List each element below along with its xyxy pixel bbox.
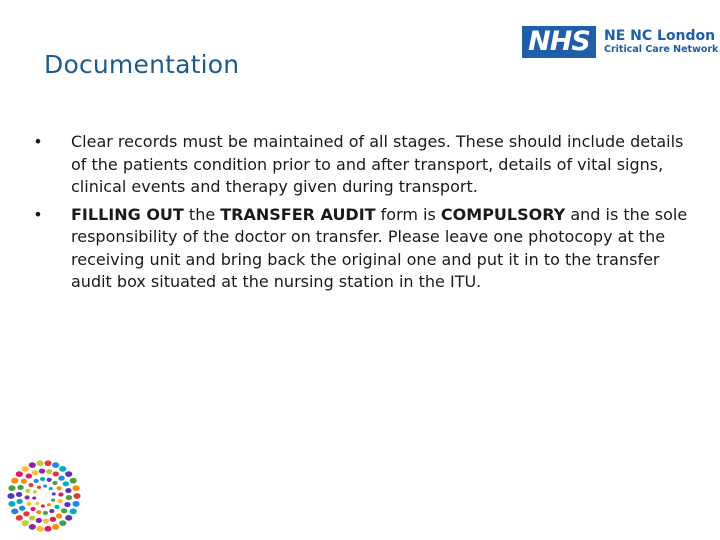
ring-dot bbox=[16, 471, 23, 477]
ring-dot bbox=[26, 474, 32, 479]
bullet-item-transfer-audit bbox=[30, 204, 690, 294]
ring-dot bbox=[58, 476, 64, 481]
ring-dot bbox=[22, 520, 29, 526]
ring-dot bbox=[51, 498, 55, 501]
bullet-text-segment: FILLING OUT bbox=[71, 204, 184, 224]
ring-dot bbox=[16, 492, 22, 497]
ring-dot bbox=[47, 478, 52, 482]
bullet-text-segment: COMPULSORY bbox=[440, 204, 566, 224]
ring-dot bbox=[29, 515, 35, 520]
ring-dot bbox=[26, 502, 31, 506]
ring-dot bbox=[49, 487, 53, 490]
ring-dot bbox=[36, 526, 43, 532]
ring-dot bbox=[61, 508, 67, 513]
ring-dot bbox=[65, 471, 72, 477]
ring-dot bbox=[11, 478, 18, 484]
ring-dot bbox=[29, 462, 36, 468]
ring-dot bbox=[46, 469, 52, 474]
ring-dot bbox=[64, 502, 70, 507]
ring-dot bbox=[59, 466, 66, 472]
ring-dot bbox=[24, 495, 29, 499]
ring-dot bbox=[70, 478, 77, 484]
ring-dot bbox=[16, 515, 23, 521]
ring-dot bbox=[34, 479, 39, 483]
ring-dot bbox=[11, 508, 18, 514]
bullet-item-records bbox=[30, 131, 690, 199]
ring-dot bbox=[52, 524, 59, 530]
ring-dot bbox=[43, 484, 47, 487]
ring-dot bbox=[56, 513, 62, 518]
ring-dot bbox=[36, 460, 43, 466]
ring-dot bbox=[65, 488, 71, 493]
bullet-list bbox=[30, 131, 690, 299]
ring-dot bbox=[39, 469, 45, 474]
ring-dot bbox=[66, 495, 72, 500]
ring-dot bbox=[43, 518, 49, 523]
ring-dot bbox=[33, 490, 37, 493]
bullet-text-segment: and is the sole responsibility of the doctor on transfer. Please leave one photocopy at the receiving unit and bring back the original one and put it in to the transfer audit box situated at the nursing station in the ITU. bbox=[71, 204, 688, 291]
ring-dot bbox=[72, 485, 79, 491]
ring-dot bbox=[25, 489, 30, 493]
ring-dot bbox=[58, 499, 63, 503]
ring-dot bbox=[22, 466, 29, 472]
network-name-line1: NE NC London bbox=[604, 27, 716, 44]
ring-dot bbox=[72, 501, 79, 507]
ring-dot bbox=[19, 506, 25, 511]
ring-dot bbox=[43, 511, 48, 515]
ring-dot bbox=[29, 524, 36, 530]
ring-dot bbox=[28, 483, 33, 487]
ring-dot bbox=[52, 492, 56, 495]
ring-dot bbox=[41, 504, 45, 507]
ring-dot bbox=[50, 517, 56, 522]
ring-dot bbox=[36, 510, 41, 514]
network-name bbox=[604, 29, 718, 56]
network-name-line2: Critical Care Network bbox=[604, 44, 719, 56]
ring-dot bbox=[49, 509, 54, 513]
ring-dot bbox=[56, 486, 61, 490]
ring-dot bbox=[73, 493, 80, 499]
bullet-marker: • bbox=[33, 204, 43, 224]
ring-dot bbox=[30, 507, 35, 511]
ring-dot bbox=[35, 502, 39, 505]
bullet-text-segment: TRANSFER AUDIT bbox=[220, 204, 376, 224]
ring-logo-icon bbox=[6, 456, 82, 536]
ring-dot bbox=[36, 518, 42, 523]
nhs-network-logo bbox=[522, 26, 718, 58]
ring-dot bbox=[17, 485, 23, 490]
ring-dot bbox=[52, 462, 59, 468]
ring-dot bbox=[44, 526, 51, 532]
ring-dot bbox=[7, 493, 14, 499]
bullet-text-segment: form is bbox=[375, 204, 441, 224]
bullet-text-segment: the bbox=[183, 204, 221, 224]
slide-title: Documentation bbox=[44, 50, 240, 79]
bullet-marker: • bbox=[33, 132, 43, 151]
ring-dot bbox=[44, 460, 51, 466]
ring-dot bbox=[65, 515, 72, 521]
ring-dot bbox=[37, 486, 41, 489]
ring-dot bbox=[47, 503, 51, 506]
nhs-logo-mark: NHS bbox=[522, 26, 596, 58]
ring-dot bbox=[32, 496, 36, 499]
ring-dot bbox=[8, 485, 15, 491]
ring-dot bbox=[53, 471, 59, 476]
ring-dot bbox=[63, 481, 69, 486]
ring-dot bbox=[40, 477, 45, 481]
ring-dot bbox=[52, 481, 57, 485]
ring-dot bbox=[54, 505, 59, 509]
ring-dot bbox=[16, 499, 22, 504]
ring-dot bbox=[32, 470, 38, 475]
ring-dot bbox=[59, 520, 66, 526]
ring-dot bbox=[58, 492, 63, 496]
ring-dot bbox=[23, 511, 29, 516]
ring-dot bbox=[21, 479, 27, 484]
ring-dot bbox=[8, 501, 15, 507]
ring-dot bbox=[70, 508, 77, 514]
bullet-text: Clear records must be maintained of all stages. These should include details of the patients condition prior to and after transport, details of vital signs, clinical events and therapy given during transport. bbox=[71, 132, 684, 196]
